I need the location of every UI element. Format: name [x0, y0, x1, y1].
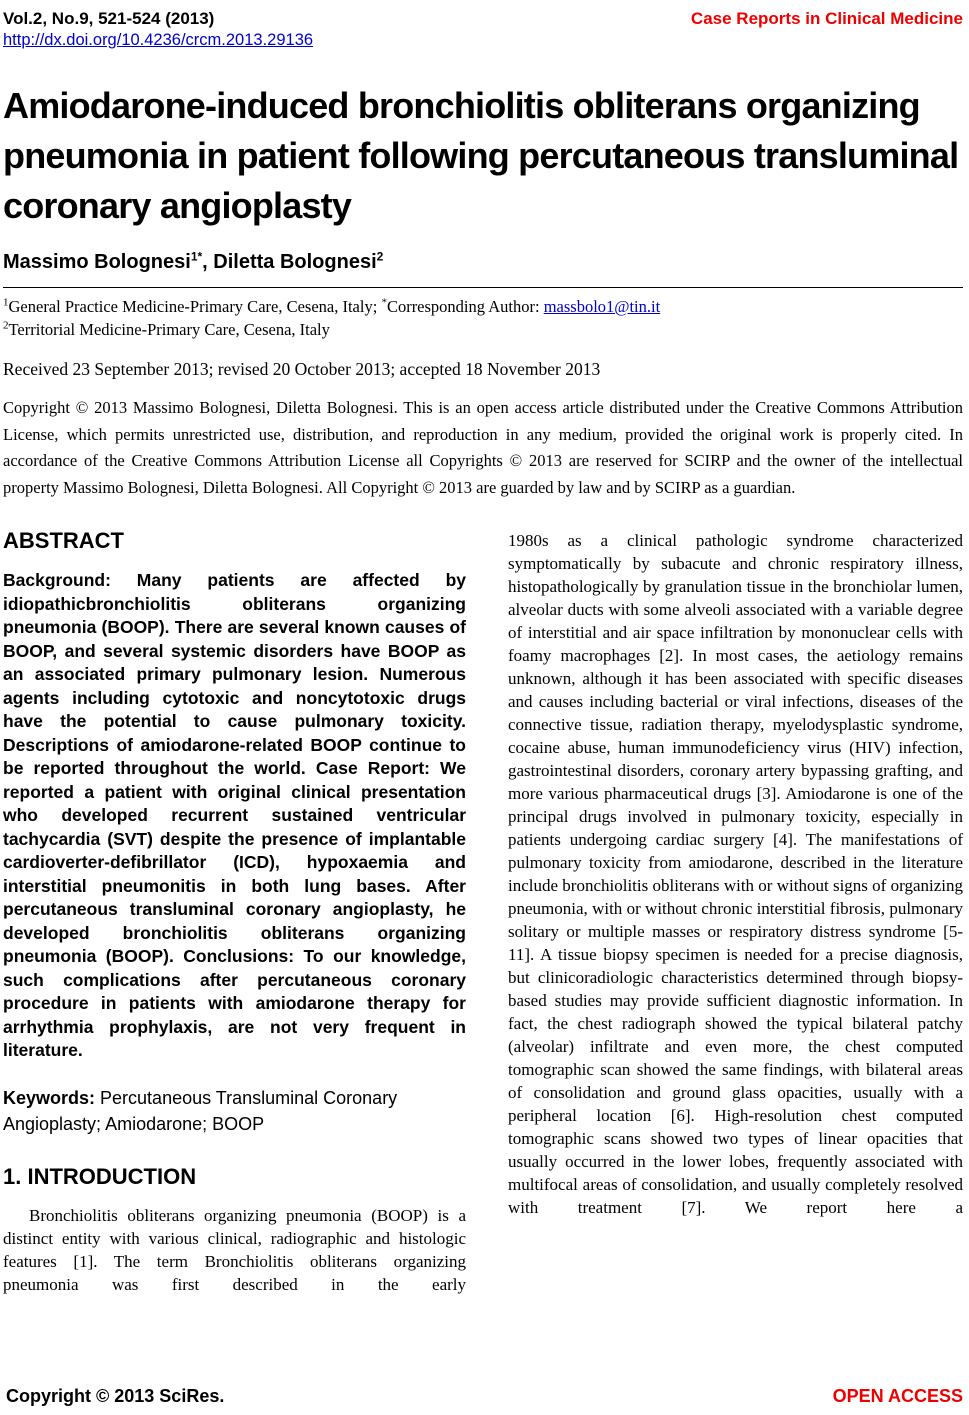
two-column-body — [3, 527, 963, 1296]
affiliation-superscript-1: 1 — [3, 296, 9, 309]
copyright-notice: Copyright © 2013 Massimo Bolognesi, Diletta Bolognesi. This is an open access article distributed under the Creative Commons Attribution License, which permits unrestricted use, distribution, and reproduction in any medium, provided the original work is properly cited. In accordance of the Creative Commons Attribution License all Copyrights © 2013 are reserved for SCIRP and the owner of the intellectual property Massimo Bolognesi, Diletta Bolognesi. All Copyright © 2013 are guarded by law and by SCIRP as a guardian. — [3, 398, 963, 497]
affiliation-line-1 — [3, 295, 963, 318]
author-name-2: Diletta Bolognesi — [213, 251, 377, 273]
authors-separator: , — [202, 251, 214, 273]
keywords-line — [3, 1085, 466, 1137]
introduction-body: Bronchiolitis obliterans organizing pneumonia (BOOP) is a distinct entity with various clinical, radiographic and histologic features [1]. The term Bronchiolitis obliterans organizing pneumonia was first described in the early — [3, 1205, 466, 1294]
right-column — [508, 527, 963, 1296]
left-column — [3, 527, 466, 1296]
corresponding-email-link[interactable]: massbolo1@tin.it — [543, 297, 661, 316]
header-volume-info: Vol.2, No.9, 521-524 (2013) — [3, 9, 215, 28]
page-header — [3, 8, 963, 29]
doi-link[interactable]: http://dx.doi.org/10.4236/crcm.2013.29136 — [3, 31, 314, 49]
affiliation-line-2 — [3, 318, 963, 341]
author-superscript-2: 2 — [376, 249, 384, 264]
footer-copyright: Copyright © 2013 SciRes. — [6, 1386, 225, 1406]
open-access-label: OPEN ACCESS — [832, 1386, 963, 1406]
abstract-body: Background: Many patients are affected by idiopathicbronchiolitis obliterans organizing pneumonia (BOOP). There are several known causes of BOOP, and several systemic disorders have BOOP as an associated primary pulmonary lesion. Numerous agents including cytotoxic and noncytotoxic drugs have the potential to cause pulmonary toxicity. Descriptions of amiodarone-related BOOP continue to be reported throughout the world. Case Report: We reported a patient with original clinical presentation who developed recurrent sustained ventricular tachycardia (SVT) despite the presence of implantable cardioverter-defibrillator (ICD), hypoxaemia and interstitial pneumonitis in both lung bases. After percutaneous transluminal coronary angioplasty, he developed bronchiolitis obliterans organizing pneumonia (BOOP). Conclusions: To our knowledge, such complications after percutaneous coronary procedure in patients with amiodarone therapy for arrhythmia prophylaxis, are not very frequent in literature. — [3, 570, 466, 1060]
doi-row — [3, 30, 963, 51]
keywords-text: Percutaneous Transluminal Coronary Angioplasty; Amiodarone; BOOP — [3, 1087, 398, 1134]
keywords-label: Keywords: — [3, 1087, 96, 1108]
page-footer — [6, 1385, 963, 1407]
received-dates: Received 23 September 2013; revised 20 October 2013; accepted 18 November 2013 — [3, 359, 601, 379]
journal-name: Case Reports in Clinical Medicine — [690, 9, 963, 28]
author-superscript-1: 1* — [190, 249, 203, 264]
corresponding-author-label: Corresponding Author: — [386, 297, 544, 316]
affiliation-text-2: Territorial Medicine-Primary Care, Cesena, Italy — [8, 320, 330, 339]
author-name-1: Massimo Bolognesi — [3, 251, 191, 273]
right-column-text: 1980s as a clinical pathologic syndrome characterized symptomatically by subacute and chronic respiratory illness, histopathologically by granulation tissue in the bronchiolar lumen, alveolar ducts with some alveoli associated with a variable degree of interstitial and air space infiltration by mononuclear cells with foamy macrophages [2]. In most cases, the aetiology remains unknown, although it has been associated with specific diseases and causes including bacterial or viral infections, diseases of the connective tissue, radiation therapy, myelodysplastic syndrome, cocaine abuse, human immunodeficiency virus (HIV) infection, gastrointestinal disorders, coronary artery bypassing grafting, and more various pharmaceutical drugs [3]. Amiodarone is one of the principal drugs involved in pulmonary toxicity, especially in patients undergoing cardiac surgery [4]. The manifestations of pulmonary toxicity from amiodarone, described in the literature include bronchiolitis obliterans with or without signs of organizing pneumonia, with or without chronic interstitial fibrosis, pulmonary solitary or multiple masses or respiratory distress syndrome [5-11]. A tissue biopsy specimen is needed for a precise diagnosis, but clinicoradiologic characteristics determined through biopsy-based studies may provide sufficient diagnostic information. In fact, the chest radiograph showed the typical bilateral patchy (alveolar) infiltrate and even more, the chest computed tomographic scan showed the same findings, with bilateral areas of consolidation and ground glass opacities, usually with a peripheral location [6]. High-resolution chest computed tomographic scans showed two types of linear opacities that usually occurred in the lower lobes, frequently associated with multifocal areas of consolidation, and usually completely resolved with treatment [7]. We report here a — [508, 531, 963, 1217]
affiliations-block — [3, 295, 963, 341]
corresponding-author-superscript: * — [381, 296, 387, 309]
affiliation-text-1: General Practice Medicine-Primary Care, Cesena, Italy; — [8, 297, 382, 316]
introduction-heading: 1. INTRODUCTION — [3, 1163, 197, 1189]
abstract-heading: ABSTRACT — [3, 528, 124, 553]
authors-line — [3, 249, 963, 275]
affiliation-superscript-2: 2 — [3, 319, 9, 332]
paper-title: Amiodarone-induced bronchiolitis obliterans organizing pneumonia in patient following percutaneous transluminal coronary angioplasty — [3, 85, 959, 226]
authors-divider-rule — [3, 287, 963, 288]
